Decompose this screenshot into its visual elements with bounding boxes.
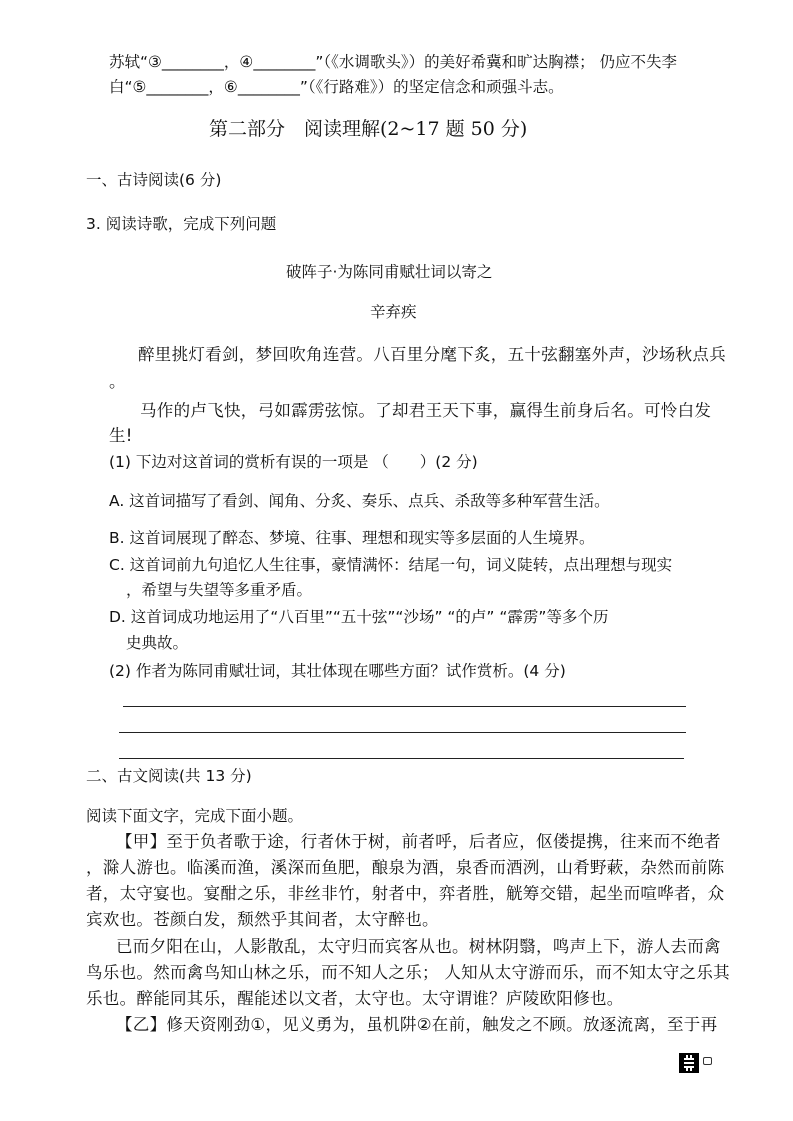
answer-line-2 — [119, 732, 686, 733]
section-title: 第二部分 阅读理解(2~17 题 50 分) — [209, 118, 528, 140]
poem-line-1: 醉里挑灯看剑，梦回吹角连营。八百里分麾下炙，五十弦翻塞外声，沙场秋点兵 — [138, 345, 726, 364]
option-b: B. 这首词展现了醉态、梦境、往事、理想和现实等多层面的人生境界。 — [109, 529, 595, 547]
answer-line-3 — [119, 758, 684, 759]
passage-jia-line-7: 乐也。醉能同其乐，醒能述以文者，太守也。太守谓谁？庐陵欧阳修也。 — [86, 989, 624, 1008]
option-d-line-1: D. 这首词成功地运用了“八百里”“五十弦”“沙场” “的卢” “霹雳”等多个历 — [109, 608, 609, 626]
part1-heading: 一、古诗阅读(6 分) — [86, 171, 222, 189]
question3-instruction: 3. 阅读诗歌，完成下列问题 — [86, 215, 277, 233]
option-c-line-2: ，希望与失望等多重矛盾。 — [126, 581, 313, 599]
passage-jia-line-5: 已而夕阳在山，人影散乱，太守归而宾客从也。树林阴翳，鸣声上下，游人去而禽 — [116, 937, 721, 956]
reading-instruction: 阅读下面文字，完成下面小题。 — [86, 807, 304, 825]
option-c-line-1: C. 这首词前九句追忆人生往事，豪情满怀：结尾一句，词义陡转，点出理想与现实 — [109, 556, 673, 574]
passage-jia-line-3: 者，太守宴也。宴酣之乐，非丝非竹，射者中，弈者胜，觥筹交错，起坐而喧哗者，众 — [86, 884, 725, 903]
qr-code-icon — [679, 1053, 699, 1073]
poem-line-4: 生! — [109, 426, 133, 445]
poem-title: 破阵子·为陈同甫赋壮词以寄之 — [286, 263, 493, 281]
question1-stem: (1) 下边对这首词的赏析有误的一项是 （ ）(2 分) — [109, 453, 478, 471]
passage-jia-line-6: 鸟乐也。然而禽鸟知山林之乐，而不知人之乐； 人知从太守游而乐，而不知太守之乐其 — [86, 963, 730, 982]
passage-yi-line-1: 【乙】修天资刚劲①，见义勇为，虽机阱②在前，触发之不顾。放逐流离，至于再 — [116, 1015, 718, 1034]
option-a: A. 这首词描写了看剑、闻角、分炙、奏乐、点兵、杀敌等多种军营生活。 — [109, 492, 610, 510]
question2-stem: (2) 作者为陈同甫赋壮词，其壮体现在哪些方面？试作赏析。(4 分) — [109, 662, 566, 680]
poem-author: 辛弃疾 — [370, 303, 417, 321]
passage-jia-line-1: 【甲】至于负者歌于途，行者休于树，前者呼，后者应，伛偻提携，往来而不绝者 — [116, 832, 721, 851]
answer-line-1 — [123, 706, 686, 707]
passage-jia-line-4: 宾欢也。苍颜白发，颓然乎其间者，太守醉也。 — [86, 910, 439, 929]
passage-jia-line-2: ，滁人游也。临溪而渔，溪深而鱼肥，酿泉为酒，泉香而酒洌，山肴野蔌，杂然而前陈 — [86, 858, 725, 877]
poem-line-2: 。 — [109, 372, 126, 391]
small-logo-icon — [703, 1057, 712, 1065]
fill-blank-line-2: 白“⑤________，⑥________”（《行路难》）的坚定信念和顽强斗志。 — [109, 78, 564, 96]
part2-heading: 二、古文阅读(共 13 分) — [86, 767, 252, 785]
fill-blank-line-1: 苏轼“③________，④________”（《水调歌头》）的美好希冀和旷达胸襟； 仍应不失李 — [109, 53, 678, 71]
option-d-line-2: 史典故。 — [126, 634, 189, 652]
poem-line-3: 马作的卢飞快，弓如霹雳弦惊。了却君王天下事，赢得生前身后名。可怜白发 — [140, 401, 712, 420]
